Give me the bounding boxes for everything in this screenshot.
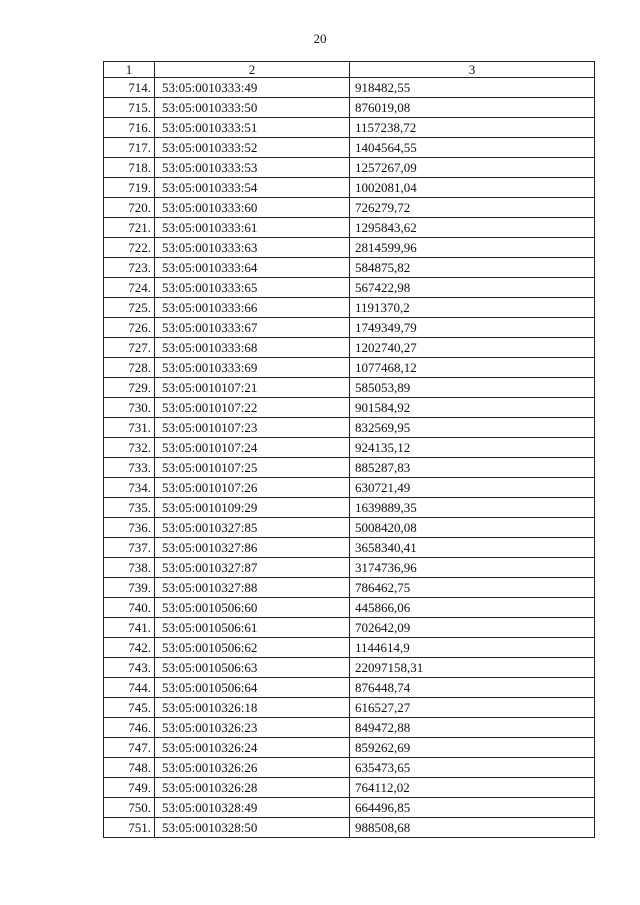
value-cell: 585053,89 bbox=[350, 378, 595, 398]
table-row bbox=[104, 258, 595, 278]
table-row bbox=[104, 478, 595, 498]
value-cell: 3658340,41 bbox=[350, 538, 595, 558]
cadastral-number-cell: 53:05:0010328:50 bbox=[155, 818, 350, 838]
cadastral-number-cell: 53:05:0010506:61 bbox=[155, 618, 350, 638]
value-cell: 1002081,04 bbox=[350, 178, 595, 198]
value-cell: 664496,85 bbox=[350, 798, 595, 818]
value-cell: 1202740,27 bbox=[350, 338, 595, 358]
row-number-cell: 744. bbox=[104, 678, 155, 698]
value-cell: 1257267,09 bbox=[350, 158, 595, 178]
row-number-cell: 735. bbox=[104, 498, 155, 518]
value-cell: 445866,06 bbox=[350, 598, 595, 618]
cadastral-number-cell: 53:05:0010506:60 bbox=[155, 598, 350, 618]
row-number-cell: 732. bbox=[104, 438, 155, 458]
value-cell: 22097158,31 bbox=[350, 658, 595, 678]
cadastral-number-cell: 53:05:0010333:66 bbox=[155, 298, 350, 318]
row-number-cell: 740. bbox=[104, 598, 155, 618]
value-cell: 1191370,2 bbox=[350, 298, 595, 318]
row-number-cell: 731. bbox=[104, 418, 155, 438]
cadastral-number-cell: 53:05:0010333:69 bbox=[155, 358, 350, 378]
row-number-cell: 728. bbox=[104, 358, 155, 378]
row-number-cell: 719. bbox=[104, 178, 155, 198]
row-number-cell: 749. bbox=[104, 778, 155, 798]
value-cell: 702642,09 bbox=[350, 618, 595, 638]
value-cell: 876019,08 bbox=[350, 98, 595, 118]
table-row bbox=[104, 118, 595, 138]
table-row bbox=[104, 238, 595, 258]
row-number-cell: 736. bbox=[104, 518, 155, 538]
cadastral-number-cell: 53:05:0010327:86 bbox=[155, 538, 350, 558]
cadastral-number-cell: 53:05:0010333:65 bbox=[155, 278, 350, 298]
cadastral-number-cell: 53:05:0010327:85 bbox=[155, 518, 350, 538]
row-number-cell: 724. bbox=[104, 278, 155, 298]
table-row bbox=[104, 298, 595, 318]
row-number-cell: 751. bbox=[104, 818, 155, 838]
row-number-cell: 748. bbox=[104, 758, 155, 778]
cadastral-number-cell: 53:05:0010333:68 bbox=[155, 338, 350, 358]
value-cell: 832569,95 bbox=[350, 418, 595, 438]
table-row bbox=[104, 78, 595, 98]
row-number-cell: 730. bbox=[104, 398, 155, 418]
value-cell: 1749349,79 bbox=[350, 318, 595, 338]
cadastral-number-cell: 53:05:0010333:67 bbox=[155, 318, 350, 338]
cadastral-number-cell: 53:05:0010107:26 bbox=[155, 478, 350, 498]
value-cell: 1144614,9 bbox=[350, 638, 595, 658]
table-row bbox=[104, 138, 595, 158]
table-row bbox=[104, 158, 595, 178]
table-row bbox=[104, 598, 595, 618]
cadastral-number-cell: 53:05:0010107:24 bbox=[155, 438, 350, 458]
value-cell: 786462,75 bbox=[350, 578, 595, 598]
cadastral-number-cell: 53:05:0010333:64 bbox=[155, 258, 350, 278]
row-number-cell: 717. bbox=[104, 138, 155, 158]
cadastral-number-cell: 53:05:0010327:88 bbox=[155, 578, 350, 598]
table-row bbox=[104, 558, 595, 578]
table-row bbox=[104, 638, 595, 658]
cadastral-number-cell: 53:05:0010333:61 bbox=[155, 218, 350, 238]
row-number-cell: 739. bbox=[104, 578, 155, 598]
cadastral-number-cell: 53:05:0010333:49 bbox=[155, 78, 350, 98]
value-cell: 1077468,12 bbox=[350, 358, 595, 378]
row-number-cell: 743. bbox=[104, 658, 155, 678]
table-row bbox=[104, 698, 595, 718]
table-row bbox=[104, 458, 595, 478]
table-row bbox=[104, 518, 595, 538]
table-row bbox=[104, 338, 595, 358]
table-row bbox=[104, 578, 595, 598]
row-number-cell: 715. bbox=[104, 98, 155, 118]
value-cell: 567422,98 bbox=[350, 278, 595, 298]
cadastral-number-cell: 53:05:0010326:28 bbox=[155, 778, 350, 798]
row-number-cell: 741. bbox=[104, 618, 155, 638]
value-cell: 885287,83 bbox=[350, 458, 595, 478]
row-number-cell: 737. bbox=[104, 538, 155, 558]
table-row bbox=[104, 738, 595, 758]
value-cell: 918482,55 bbox=[350, 78, 595, 98]
cadastral-number-cell: 53:05:0010326:24 bbox=[155, 738, 350, 758]
table-row bbox=[104, 818, 595, 838]
table-row bbox=[104, 378, 595, 398]
row-number-cell: 722. bbox=[104, 238, 155, 258]
row-number-cell: 726. bbox=[104, 318, 155, 338]
value-cell: 876448,74 bbox=[350, 678, 595, 698]
cadastral-number-cell: 53:05:0010107:23 bbox=[155, 418, 350, 438]
table-row bbox=[104, 318, 595, 338]
table-row bbox=[104, 418, 595, 438]
table-row bbox=[104, 98, 595, 118]
cadastral-number-cell: 53:05:0010333:52 bbox=[155, 138, 350, 158]
row-number-cell: 738. bbox=[104, 558, 155, 578]
row-number-cell: 746. bbox=[104, 718, 155, 738]
cadastral-number-cell: 53:05:0010107:22 bbox=[155, 398, 350, 418]
cadastral-number-cell: 53:05:0010326:18 bbox=[155, 698, 350, 718]
value-cell: 630721,49 bbox=[350, 478, 595, 498]
row-number-cell: 750. bbox=[104, 798, 155, 818]
value-cell: 1404564,55 bbox=[350, 138, 595, 158]
cadastral-number-cell: 53:05:0010327:87 bbox=[155, 558, 350, 578]
value-cell: 901584,92 bbox=[350, 398, 595, 418]
value-cell: 924135,12 bbox=[350, 438, 595, 458]
table-row bbox=[104, 778, 595, 798]
value-cell: 1639889,35 bbox=[350, 498, 595, 518]
cadastral-number-cell: 53:05:0010328:49 bbox=[155, 798, 350, 818]
cadastral-number-cell: 53:05:0010333:63 bbox=[155, 238, 350, 258]
row-number-cell: 725. bbox=[104, 298, 155, 318]
row-number-cell: 745. bbox=[104, 698, 155, 718]
row-number-cell: 742. bbox=[104, 638, 155, 658]
row-number-cell: 727. bbox=[104, 338, 155, 358]
cadastral-number-cell: 53:05:0010326:26 bbox=[155, 758, 350, 778]
row-number-cell: 723. bbox=[104, 258, 155, 278]
data-table-container bbox=[103, 61, 594, 838]
row-number-cell: 718. bbox=[104, 158, 155, 178]
page-number: 20 bbox=[313, 31, 327, 46]
column-header-1: 1 bbox=[104, 62, 155, 78]
value-cell: 3174736,96 bbox=[350, 558, 595, 578]
row-number-cell: 716. bbox=[104, 118, 155, 138]
table-row bbox=[104, 218, 595, 238]
table-row bbox=[104, 758, 595, 778]
cadastral-number-cell: 53:05:0010333:54 bbox=[155, 178, 350, 198]
table-header-row bbox=[104, 62, 595, 78]
table-row bbox=[104, 718, 595, 738]
table-row bbox=[104, 438, 595, 458]
value-cell: 635473,65 bbox=[350, 758, 595, 778]
value-cell: 849472,88 bbox=[350, 718, 595, 738]
value-cell: 1157238,72 bbox=[350, 118, 595, 138]
table-row bbox=[104, 538, 595, 558]
cadastral-number-cell: 53:05:0010333:60 bbox=[155, 198, 350, 218]
table-row bbox=[104, 658, 595, 678]
table-row bbox=[104, 398, 595, 418]
cadastral-number-cell: 53:05:0010333:51 bbox=[155, 118, 350, 138]
table-row bbox=[104, 178, 595, 198]
row-number-cell: 734. bbox=[104, 478, 155, 498]
value-cell: 5008420,08 bbox=[350, 518, 595, 538]
value-cell: 764112,02 bbox=[350, 778, 595, 798]
cadastral-number-cell: 53:05:0010506:62 bbox=[155, 638, 350, 658]
table-row bbox=[104, 498, 595, 518]
cadastral-number-cell: 53:05:0010333:53 bbox=[155, 158, 350, 178]
value-cell: 584875,82 bbox=[350, 258, 595, 278]
value-cell: 616527,27 bbox=[350, 698, 595, 718]
value-cell: 859262,69 bbox=[350, 738, 595, 758]
column-header-2: 2 bbox=[155, 62, 350, 78]
cadastral-number-cell: 53:05:0010107:21 bbox=[155, 378, 350, 398]
cadastral-number-cell: 53:05:0010333:50 bbox=[155, 98, 350, 118]
cadastral-number-cell: 53:05:0010506:64 bbox=[155, 678, 350, 698]
table-row bbox=[104, 278, 595, 298]
row-number-cell: 747. bbox=[104, 738, 155, 758]
row-number-cell: 733. bbox=[104, 458, 155, 478]
table-row bbox=[104, 798, 595, 818]
column-header-3: 3 bbox=[350, 62, 595, 78]
cadastral-number-cell: 53:05:0010326:23 bbox=[155, 718, 350, 738]
table-body bbox=[104, 78, 595, 838]
table-row bbox=[104, 358, 595, 378]
value-cell: 1295843,62 bbox=[350, 218, 595, 238]
value-cell: 2814599,96 bbox=[350, 238, 595, 258]
cadastral-number-cell: 53:05:0010109:29 bbox=[155, 498, 350, 518]
cadastral-number-cell: 53:05:0010506:63 bbox=[155, 658, 350, 678]
table-row bbox=[104, 198, 595, 218]
cadastral-number-cell: 53:05:0010107:25 bbox=[155, 458, 350, 478]
row-number-cell: 720. bbox=[104, 198, 155, 218]
row-number-cell: 729. bbox=[104, 378, 155, 398]
row-number-cell: 721. bbox=[104, 218, 155, 238]
value-cell: 726279,72 bbox=[350, 198, 595, 218]
value-cell: 988508,68 bbox=[350, 818, 595, 838]
table-row bbox=[104, 678, 595, 698]
row-number-cell: 714. bbox=[104, 78, 155, 98]
data-table bbox=[103, 61, 595, 838]
table-row bbox=[104, 618, 595, 638]
